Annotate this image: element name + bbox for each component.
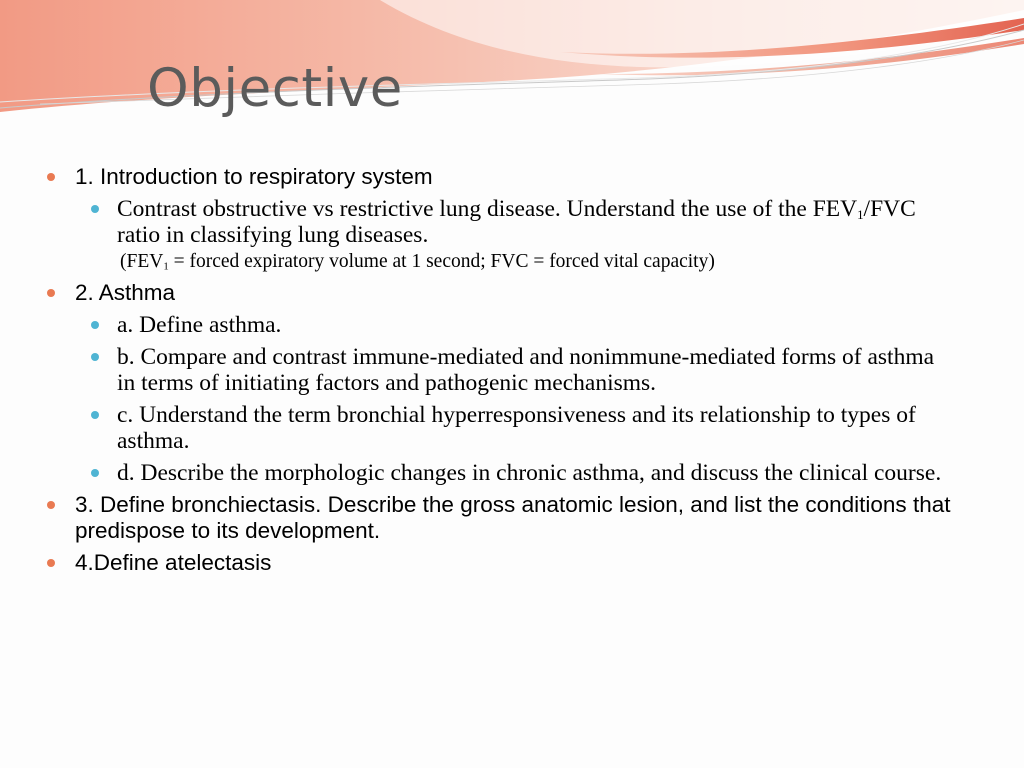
bullet-item-text: 1. Introduction to respiratory system	[75, 164, 433, 189]
blue-bullet-icon	[91, 469, 99, 477]
bullet-item-4	[0, 550, 1024, 576]
blue-bullet-icon	[91, 353, 99, 361]
bullet-item-text: 3. Define bronchiectasis. Describe the gross anatomic lesion, and list the conditions that predispose to its development.	[75, 492, 951, 543]
bullet-item-text: 2. Asthma	[75, 280, 176, 305]
orange-bullet-icon	[47, 173, 55, 181]
sub-bullet-text: b. Compare and contrast immune-mediated and nonimmune-mediated forms of asthma in terms of initiating factors and pathogenic mechanisms.	[117, 344, 935, 396]
sub-bullet-item	[0, 460, 1024, 486]
sub-bullet-text: a. Define asthma.	[117, 312, 282, 338]
bullet-item-1	[0, 164, 1024, 190]
subscript: 1	[857, 207, 864, 223]
blue-bullet-icon	[91, 411, 99, 419]
sub-bullet-item	[0, 196, 1024, 248]
sub-bullet-text: d. Describe the morphologic changes in chronic asthma, and discuss the clinical course.	[117, 460, 942, 486]
orange-bullet-icon	[47, 289, 55, 297]
orange-bullet-icon	[47, 559, 55, 567]
bullet-item-text: 4.Define atelectasis	[75, 550, 272, 575]
note-text-part: (FEV	[120, 251, 164, 272]
bullet-item-3	[0, 492, 1024, 544]
sub-bullet-text: c. Understand the term bronchial hyperresponsiveness and its relationship to types of asthma.	[117, 402, 916, 454]
orange-bullet-icon	[47, 501, 55, 509]
subscript: 1	[163, 260, 169, 273]
bullet-item-2	[0, 280, 1024, 306]
sub-bullet-item	[0, 402, 1024, 454]
definition-note	[0, 250, 1024, 274]
note-text-part: = forced expiratory volume at 1 second; FVC = forced vital capacity)	[168, 251, 715, 272]
slide-title: Objective	[147, 58, 403, 119]
sub-bullet-text-part: /FVC ratio in classifying lung diseases.	[117, 196, 916, 248]
sub-bullet-text-part: Contrast obstructive vs restrictive lung disease. Understand the use of the FEV	[117, 196, 858, 222]
bullet-list	[0, 164, 1024, 582]
blue-bullet-icon	[91, 205, 99, 213]
sub-bullet-item	[0, 312, 1024, 338]
blue-bullet-icon	[91, 321, 99, 329]
sub-bullet-item	[0, 344, 1024, 396]
